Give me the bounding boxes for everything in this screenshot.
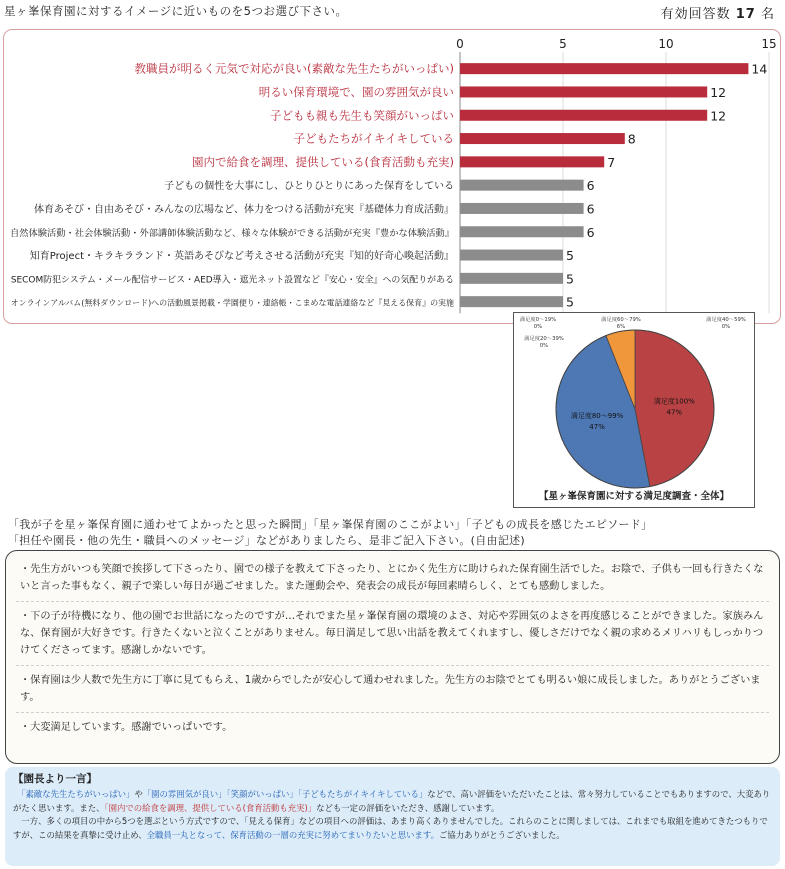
- respondent-count: [661, 3, 775, 22]
- category-label: オンラインアルバム(無料ダウンロード)への活動風景掲載・学園便り・連絡帳・こまめな電話連絡など『見える保育』の実施: [10, 298, 454, 308]
- data-label: 5: [566, 271, 574, 287]
- bar: [460, 156, 604, 167]
- data-label: 12: [710, 108, 727, 124]
- director-text: なども一定の評価をいただき、感謝しています。: [316, 802, 500, 813]
- category-label: 子どもも親も先生も笑顔がいっぱい: [270, 108, 454, 123]
- director-highlight: 全職員一丸となって、保育活動の一層の充実に努めてまいりたいと思います。: [146, 829, 439, 840]
- pie-slice-value: 47%: [589, 423, 605, 432]
- category-label: 子どもたちがイキイキしている: [293, 131, 454, 146]
- pie-slice-label: 満足度60〜79%: [601, 317, 641, 323]
- x-tick-label: 0: [456, 37, 464, 51]
- bar: [460, 273, 563, 284]
- pie-chart-panel: [513, 312, 755, 508]
- free-text-question-line1: 「我が子を星ヶ峯保育園に通わせてよかったと思った瞬間」「星ヶ峯保育園のここがよい」「子どもの成長を感じたエピソード」: [8, 518, 653, 531]
- bar: [460, 133, 625, 144]
- director-text: などで、高い評価をいただいたことは、常々努力していることでもありますので、大変ありがたく思います。また、: [13, 789, 771, 813]
- x-tick-label: 10: [658, 37, 674, 51]
- data-label: 7: [607, 154, 616, 170]
- category-label: 体育あそび・自由あそび・みんなの広場など、体力をつける活動が充実『基礎体力育成活動』: [34, 204, 454, 216]
- director-text: 一方、多くの項目の中から5つを選ぶという方式ですので、「見える保育」などの項目への評価は、あまり高くありませんでした。これらのことに関しましては、これまでも取組を進めてきたつもりですが、この結果を真摯に受け止め、: [13, 816, 768, 840]
- data-label: 14: [751, 61, 768, 77]
- director-message-paragraph-1: [13, 788, 772, 815]
- comments-list: [5, 550, 780, 764]
- bar-chart: [4, 30, 782, 325]
- data-label: 8: [627, 131, 636, 147]
- pie-slice-label: 満足度0〜19%: [519, 317, 557, 323]
- pie-chart-title: 【星ヶ峯保育園に対する満足度調査・全体】: [538, 491, 729, 502]
- data-label: 5: [566, 294, 574, 310]
- category-label: 園内で給食を調理、提供している(食育活動も充実): [192, 154, 454, 169]
- free-text-question-line2: 「担任や園長・他の先生・職員へのメッセージ」などがありましたら、是非ご記入下さい。(自由記述): [8, 534, 526, 547]
- comment-item: ・大変満足しています。感謝でいっぱいです。: [20, 722, 233, 733]
- category-label: SECOM防犯システム・メール配信サービス・AED導入・遮光ネット設置など『安心・安全』への気配りがある: [10, 275, 454, 286]
- respondent-count-unit: 名: [760, 7, 775, 22]
- pie-slice-value: 6%: [616, 324, 626, 330]
- bar: [460, 110, 707, 121]
- category-label: 知育Project・キラキラランド・英語あそびなど考えさせる活動が充実『知的好奇心喚起活動』: [29, 251, 454, 263]
- pie-slice-value: 0%: [539, 343, 549, 349]
- data-label: 5: [566, 248, 574, 264]
- director-message-paragraph-2: [13, 815, 772, 842]
- pie-slice-label: 満足度20〜39%: [524, 336, 564, 342]
- category-label: 教職員が明るく元気で対応が良い(素敵な先生たちがいっぱい): [134, 61, 454, 76]
- survey-question-title: 星ヶ峯保育園に対するイメージに近いものを5つお選び下さい。: [4, 4, 348, 18]
- x-tick-label: 5: [559, 37, 567, 51]
- bar: [460, 203, 584, 214]
- respondent-count-label: 有効回答数: [660, 7, 731, 22]
- bar: [460, 86, 707, 97]
- director-highlight: 「園の雰囲気が良い」「笑顔がいっぱい」「子どもたちがイキイキしている」: [142, 789, 428, 799]
- director-text: や: [134, 789, 143, 799]
- pie-slice-label: 満足度40〜59%: [706, 317, 746, 323]
- pie-slice-value: 0%: [533, 324, 543, 330]
- director-message: [5, 767, 780, 866]
- comment-item: ・保育園は少人数で先生方に丁寧に見てもらえ、1歳からでしたが安心して通わせれました。先生方のお陰でとても明るい娘に成長しました。ありがとうございます。: [16, 666, 769, 713]
- category-label: 子どもの個性を大事にし、ひとりひとりにあった保育をしている: [164, 181, 454, 193]
- x-tick-label: 15: [761, 37, 777, 51]
- pie-slice-label: 満足度100%: [653, 397, 695, 406]
- director-text: ご協力ありがとうございました。: [438, 829, 565, 840]
- comment-item: ・下の子が待機になり、他の園でお世話になったのですが…それでまた星ヶ峯保育園の環境のよさ、対応や雰囲気のよさを再度感じることができました。家族みんな、保育園が大好きです。行きたくないと泣くことがありません。毎日満足して思い出話を教えてくれますし、優しさだけでなく親の求めるメリハリもしっかりつけてくださってます。感謝しかないです。: [16, 602, 769, 666]
- pie-slice-value: 47%: [666, 408, 683, 417]
- bar: [460, 296, 563, 307]
- category-label: 明るい保育環境で、園の雰囲気が良い: [258, 84, 454, 99]
- director-highlight: 「園内での給食を調理、提供している(食育活動も充実)」: [104, 802, 317, 813]
- bar-chart-panel: [3, 29, 781, 324]
- category-label: 自然体験活動・社会体験活動・外部講師体験活動など、様々な体験ができる活動が充実『豊かな体験活動』: [10, 227, 454, 239]
- bar: [460, 63, 748, 74]
- data-label: 6: [586, 201, 595, 217]
- pie-slice-label: 満足度80〜99%: [570, 412, 624, 421]
- comment-item: ・先生方がいつも笑顔で挨拶して下さったり、園での様子を教えて下さったり、とにかく先生方に助けられた保育園生活でした。お陰で、子供も一回も行きたくないと言った事もなく、親子で楽しい毎日が過ごせました。また運動会や、発表会の成長が毎回素晴らしく、とても感動しました。: [16, 555, 769, 602]
- data-label: 6: [586, 178, 595, 194]
- bar: [460, 180, 584, 191]
- data-label: 6: [586, 224, 595, 240]
- bar: [460, 226, 584, 237]
- pie-chart: [514, 313, 756, 509]
- respondent-count-number: 17: [735, 7, 756, 22]
- director-highlight: 「素敵な先生たちがいっぱい」: [21, 789, 135, 799]
- director-message-title: 【園長より一言】: [13, 773, 97, 785]
- free-text-question: [8, 517, 778, 549]
- data-label: 12: [710, 84, 727, 100]
- pie-slice-value: 0%: [721, 324, 731, 330]
- bar: [460, 250, 563, 261]
